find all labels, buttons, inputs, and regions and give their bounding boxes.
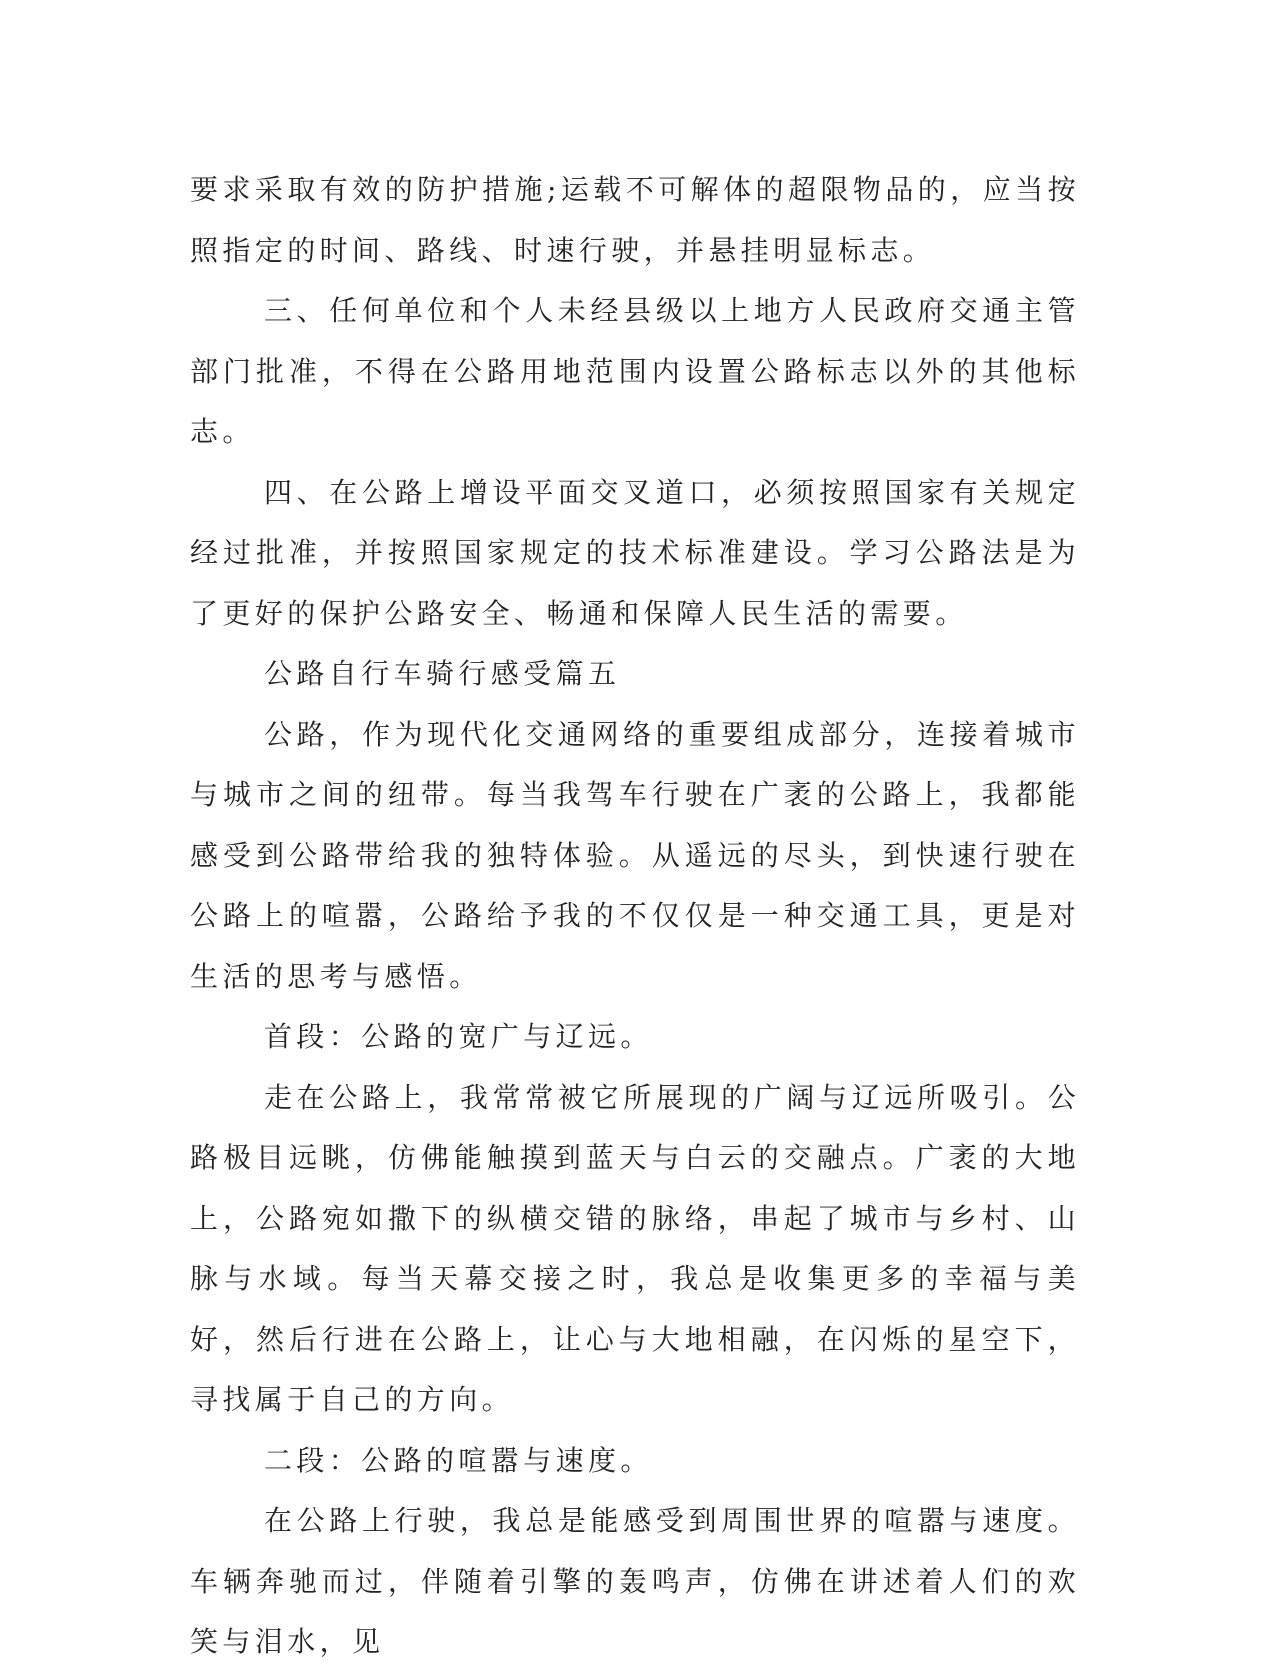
paragraph-9: 在公路上行驶，我总是能感受到周围世界的喧嚣与速度。车辆奔驰而过，伴随着引擎的轰鸣声，仿佛在讲述着人们的欢笑与泪水，见: [190, 1504, 1080, 1658]
document-body: [190, 160, 1080, 1673]
subheading-first: 首段：公路的宽广与辽远。: [264, 1020, 653, 1053]
section-title: 公路自行车骑行感受篇五: [264, 657, 621, 690]
subheading-second: 二段：公路的喧嚣与速度。: [264, 1443, 653, 1477]
paragraph-1: 要求采取有效的防护措施;运载不可解体的超限物品的，应当按照指定的时间、路线、时速行驶，并悬挂明显标志。: [190, 173, 1080, 267]
paragraph-3: 四、在公路上增设平面交叉道口，必须按照国家有关规定经过批准，并按照国家规定的技术标准建设。学习公路法是为了更好的保护公路安全、畅通和保障人民生活的需要。: [190, 475, 1080, 630]
paragraph-2: 三、任何单位和个人未经县级以上地方人民政府交通主管部门批准，不得在公路用地范围内设置公路标志以外的其他标志。: [190, 294, 1080, 448]
paragraph-5: 公路，作为现代化交通网络的重要组成部分，连接着城市与城市之间的纽带。每当我驾车行驶在广袤的公路上，我都能感受到公路带给我的独特体验。从遥远的尽头，到快速行驶在公路上的喧嚣，公路给予我的不仅仅是一种交通工具，更是对生活的思考与感悟。: [190, 717, 1080, 993]
paragraph-7: 走在公路上，我常常被它所展现的广阔与辽远所吸引。公路极目远眺，仿佛能触摸到蓝天与白云的交融点。广袤的大地上，公路宛如撒下的纵横交错的脉络，串起了城市与乡村、山脉与水域。每当天幕交接之时，我总是收集更多的幸福与美好，然后行进在公路上，让心与大地相融，在闪烁的星空下，寻找属于自己的方向。: [190, 1080, 1080, 1416]
